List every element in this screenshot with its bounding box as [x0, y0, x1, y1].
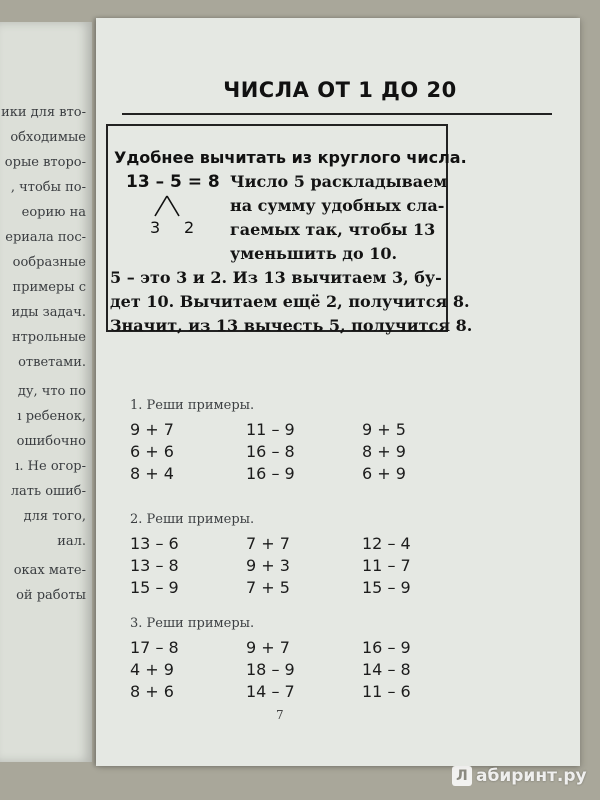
exercise-example: 4 + 9 [130, 660, 174, 679]
left-page-line: ответами. [18, 355, 86, 370]
page-number: 7 [276, 708, 284, 722]
left-page-line: примеры с [12, 280, 86, 295]
watermark [452, 762, 587, 790]
exercise-example: 8 + 6 [130, 682, 174, 701]
decomposition-part-1: 3 [150, 218, 161, 237]
left-page-line: лать ошиб- [10, 484, 86, 499]
left-page-line: иал. [57, 534, 86, 549]
exercise-example: 9 + 7 [130, 420, 174, 439]
left-page-line: иды задач. [11, 305, 86, 320]
exercise-example: 18 – 9 [246, 660, 295, 679]
right-page [96, 18, 580, 766]
rule-line-2: дет 10. Вычитаем ещё 2, получится 8. [110, 292, 470, 311]
left-page-line: ошибочно [16, 434, 86, 449]
exercise-example: 7 + 7 [246, 534, 290, 553]
exercise-example: 9 + 3 [246, 556, 290, 575]
exercise-example: 14 – 7 [246, 682, 295, 701]
exercise-heading: 2. Реши примеры. [130, 512, 255, 527]
left-page-line: орые второ- [4, 155, 86, 170]
rule-side-line-3: гаемых так, чтобы 13 [230, 220, 436, 239]
watermark-text: абиринт.ру [476, 766, 587, 786]
exercise-example: 6 + 6 [130, 442, 174, 461]
rule-side-line-4: уменьшить до 10. [230, 244, 398, 263]
exercise-heading: 3. Реши примеры. [130, 616, 255, 631]
exercise-example: 11 – 6 [362, 682, 411, 701]
labirint-logo-icon: Л [452, 766, 472, 786]
left-page-line: ики для вто- [1, 105, 86, 120]
exercise-example: 12 – 4 [362, 534, 411, 553]
left-page-line: для того, [23, 509, 86, 524]
exercise-example: 6 + 9 [362, 464, 406, 483]
exercise-example: 15 – 9 [130, 578, 179, 597]
title-underline [122, 113, 552, 115]
exercise-example: 8 + 9 [362, 442, 406, 461]
exercise-example: 9 + 7 [246, 638, 290, 657]
left-page-line: ой работы [16, 588, 86, 603]
rule-line-1: 5 – это 3 и 2. Из 13 вычитаем 3, бу- [110, 268, 442, 287]
exercise-example: 8 + 4 [130, 464, 174, 483]
rule-heading: Удобнее вычитать из круглого числа. [114, 148, 467, 167]
exercise-heading: 1. Реши примеры. [130, 398, 255, 413]
rule-equation: 13 – 5 = 8 [126, 172, 220, 192]
left-page-line: , чтобы по- [10, 180, 86, 195]
exercise-example: 14 – 8 [362, 660, 411, 679]
exercise-example: 11 – 9 [246, 420, 295, 439]
exercise-example: 16 – 9 [362, 638, 411, 657]
exercise-example: 16 – 8 [246, 442, 295, 461]
page-title: ЧИСЛА ОТ 1 ДО 20 [223, 78, 457, 102]
rule-side-line-1: Число 5 раскладываем [230, 172, 448, 191]
left-page-line: ı ребенок, [17, 409, 86, 424]
exercise-example: 15 – 9 [362, 578, 411, 597]
decomposition-branch-icon [152, 194, 182, 218]
exercise-example: 17 – 8 [130, 638, 179, 657]
exercise-example: 13 – 6 [130, 534, 179, 553]
left-page-line: ообразные [12, 255, 86, 270]
exercise-example: 13 – 8 [130, 556, 179, 575]
left-page-line: ı. Не огор- [15, 459, 86, 474]
rule-line-3: Значит, из 13 вычесть 5, получится 8. [110, 316, 473, 335]
decomposition-part-2: 2 [184, 218, 195, 237]
left-page-line: ериала пос- [5, 230, 86, 245]
exercise-example: 7 + 5 [246, 578, 290, 597]
exercise-example: 11 – 7 [362, 556, 411, 575]
exercise-example: 9 + 5 [362, 420, 406, 439]
left-page-line: ду, что по [17, 384, 86, 399]
left-page [0, 22, 92, 762]
left-page-line: оках мате- [13, 563, 86, 578]
exercise-example: 16 – 9 [246, 464, 295, 483]
left-page-line: нтрольные [11, 330, 86, 345]
left-page-line: еорию на [21, 205, 86, 220]
rule-side-line-2: на сумму удобных сла- [230, 196, 445, 215]
left-page-line: обходимые [10, 130, 86, 145]
